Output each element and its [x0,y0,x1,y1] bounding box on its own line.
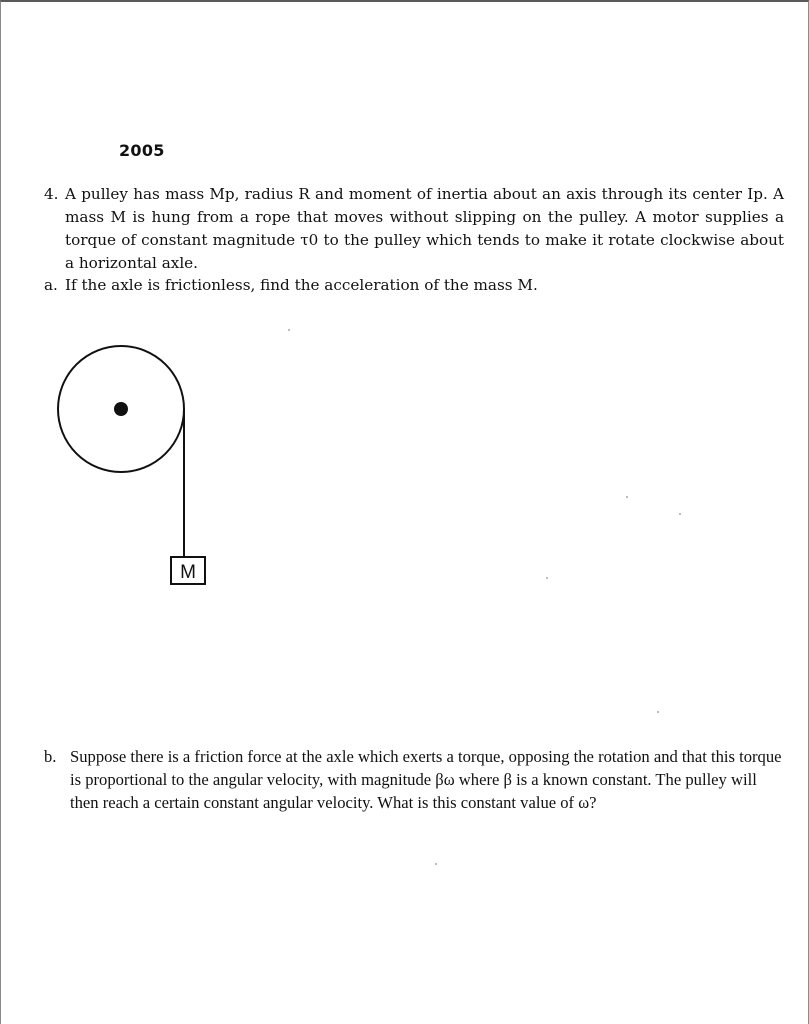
part-a [44,274,784,297]
year-heading: 2005 [119,141,165,160]
problem-4 [44,183,784,275]
scan-speck [679,513,681,515]
part-a-text: If the axle is frictionless, find the acceleration of the mass M. [65,276,538,294]
scan-speck [288,329,290,331]
part-a-label: a. [44,276,58,294]
part-b [44,745,784,814]
scan-speck [657,711,659,713]
problem-number: 4. [44,185,59,203]
problem-text: A pulley has mass Mp, radius R and moment of inertia about an axis through its center Ip. A mass M is hung from a rope that moves without slipping on the pulley. A motor supplies a torque of constant magnitude τ0 to the pulley which tends to make it rotate clockwise about a horizontal axle. [65,185,784,272]
pulley-diagram [40,330,240,600]
mass-label: M [180,562,196,583]
scan-speck [435,863,437,865]
part-b-text: Suppose there is a friction force at the axle which exerts a torque, opposing the rotation and that this torque is proportional to the angular velocity, with magnitude βω where β is a known constant. The pulley will then reach a certain constant angular velocity. What is this constant value of ω? [70,747,782,812]
part-b-label: b. [44,747,57,766]
scan-speck [626,496,628,498]
scan-speck [546,577,548,579]
pulley-axle [114,402,128,416]
